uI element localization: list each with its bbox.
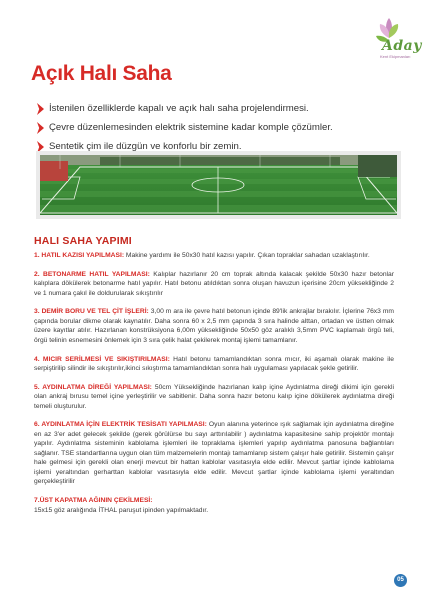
football-pitch-image [36, 151, 401, 219]
step-label: 4. MICIR SERİLMESİ VE SIKIŞTIRILMASI: [34, 355, 170, 363]
page-title: Açık Halı Saha [31, 62, 172, 85]
logo-brand-text: Aday [382, 38, 422, 54]
step-label: 3. DEMİR BORU VE TEL ÇİT İŞLERİ: [34, 308, 149, 316]
step-text: Hatıl betonu tamamlandıktan sonra mıcır, iki aşamalı olarak makine ile serpiştirilip silindir ile sıkıştırılır,ikinci sıkıştırma tamamlandıktan sonra halı uygulaması yapılacak şekle getirilir. [34, 355, 394, 373]
step-label: 2. BETONARME HATIL YAPILMASI: [34, 270, 150, 278]
step-item [34, 496, 394, 515]
step-label: 6. AYDINLATMA İÇİN ELEKTRİK TESİSATI YAPILMASI: [34, 421, 207, 429]
feature-list [36, 99, 416, 156]
feature-text: İstenilen özelliklerde kapalı ve açık halı saha projelendirmesi. [49, 103, 309, 114]
feature-item [36, 99, 416, 118]
chevron-right-icon [36, 103, 45, 115]
step-item [34, 307, 394, 345]
step-label: 1. HATIL KAZISI YAPILMASI: [34, 252, 125, 259]
step-text: 50cm Yüksekliğinde hazırlanan kalıp içine Aydınlatma direği dikimi için gerekli olan ankraj bırusu temel içine yerleştirilir ve sabitlenir. Daha sonra hazır betonu kalıp içine dökülerek aydınlatma direği temeli oluşturulur. [34, 383, 394, 410]
step-text: Kalıplar hazırlanır 20 cm toprak altında kalacak şekilde 50x30 hazır betonlar kalıplara dökülerek betonarme hatıl yapılır. Hatıl betonu atıldıktan sonra oluşan havuzun içerisine 20cm yüksekliğinde 2 ve 1 numara çakıl ile doldurularak sıkıştırılır [34, 270, 394, 297]
step-item [34, 383, 394, 412]
step-item [34, 355, 394, 374]
chevron-right-icon [36, 122, 45, 134]
pitch-illustration [40, 155, 397, 215]
feature-text: Sentetik çim ile düzgün ve konforlu bir zemin. [49, 141, 242, 152]
step-label: 7.ÜST KAPATMA AĞININ ÇEKİLMESİ: [34, 497, 153, 505]
step-item [34, 270, 394, 299]
step-label: 5. AYDINLATMA DİREĞİ YAPILMASI: [34, 383, 152, 391]
feature-item [36, 118, 416, 137]
page-number-badge: 05 [394, 574, 407, 587]
step-text: Oyun alanına yeterince ışık sağlamak için aydınlatma direğine en az 3'er adet gelecek şekilde (gerek görülürse bu sayı arttırılabilir ) aydınlatma kapasitesine sahip projektör montajı yapılır. Aydınlatma sisteminin kablolama işlemleri ile topraklama işlemleri yapılıp aydınlatma panosuna bağlantıları sağlanır. TSE standartlarına uygun olan tüm malzemelerin montajı tamamlanıp sistem çalışır hale getirilir. Sistemin çalışır hale gelmesi için gerekli olan enerji mevcut bir hattan kablolar vasıtasıyla elde edilir. Mevcut şartlar içinde kablolama işlemi yeraltından gerharttan kablolar vasıtasıyla elde edilir. Mevcut şartlar içinde kablolama işlemi yeraltından gerçekleştirilir [34, 421, 394, 486]
construction-steps [34, 251, 394, 524]
section-heading: HALI SAHA YAPIMI [34, 235, 132, 247]
step-item [34, 420, 394, 487]
step-text: Makine yardımı ile 50x30 hatıl kazısı yapılır. Çıkan topraklar sahadan uzaklaştırılır. [124, 252, 370, 259]
company-logo [358, 14, 420, 62]
step-item [34, 251, 394, 261]
step-text: 3,00 m ara ile çevre hatıl betonun içinde 89'lik ankrajlar bırakılır. İçlerine 76x3 mm çapında borular dikme olarak kaynatılır. Daha sonra 60 x 2,5 mm çapında 3 sıra halinde alttan, ortadan ve üstten olmak üzere kayıtlar atılır. Hazırlanan konstrüksiyona 6,00m yüksekliğinde 50x50 göz aralıklı 3,5mm PVC kaplamalı örgü teli, örgü telinin esnemesini önlemek için 3 sıra çelik halat çekilerek montaj işlemi tamamlanır. [34, 308, 394, 344]
feature-text: Çevre düzenlemesinden elektrik sistemine kadar komple çözümler. [49, 122, 333, 133]
step-text: 15x15 göz aralığında İTHAL paruşut ipinden yapılmaktadır. [34, 506, 209, 514]
logo-tagline: Kent Ekipmanları [380, 54, 411, 59]
